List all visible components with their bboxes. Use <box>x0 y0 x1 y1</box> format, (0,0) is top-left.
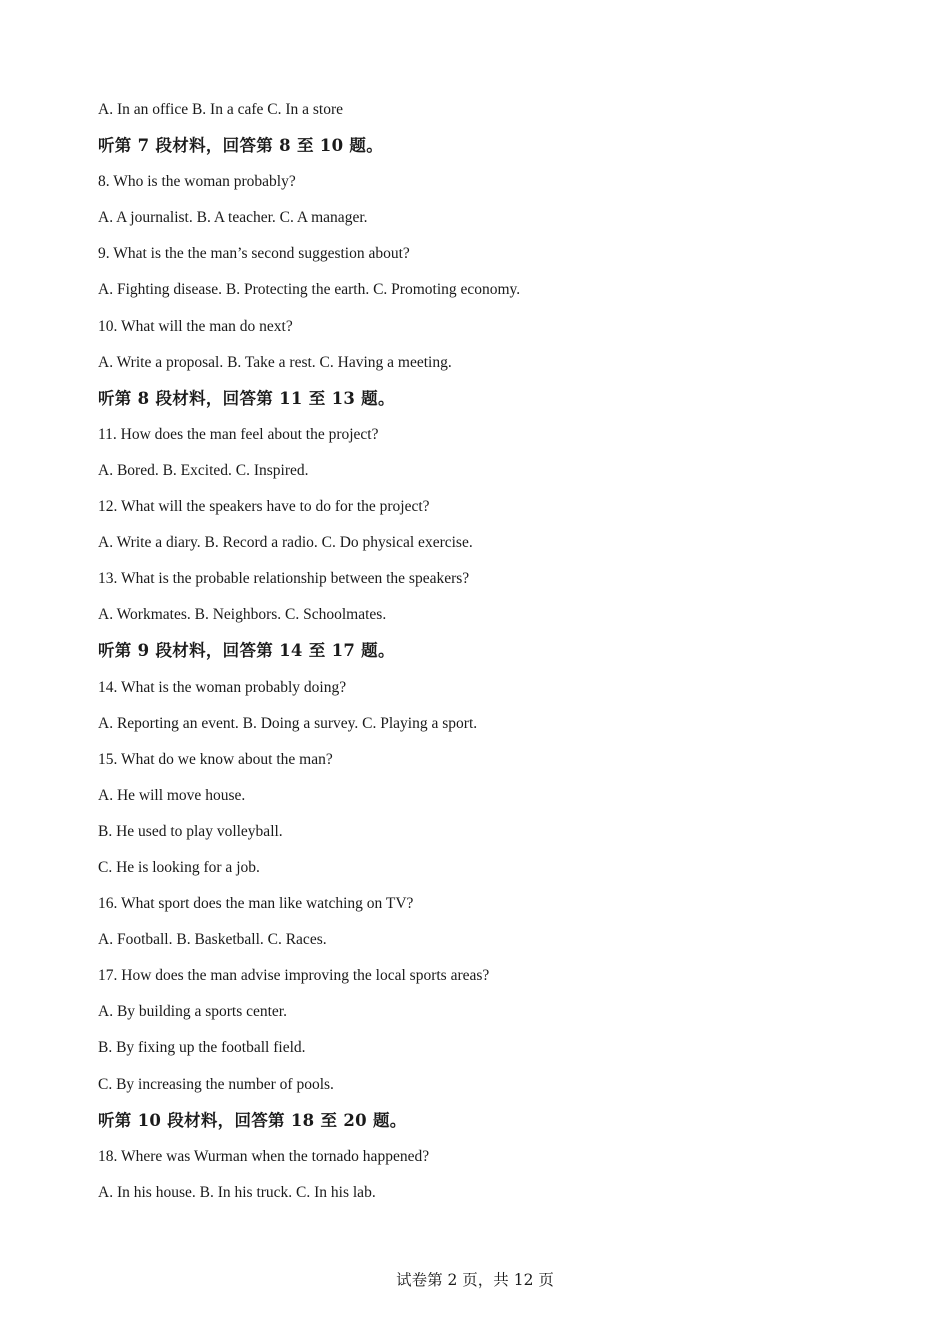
section-heading: 听第 8 段材料，回答第 11 至 13 题。 <box>98 388 395 408</box>
answer-options: A. Write a proposal. B. Take a rest. C. Having a meeting. <box>98 353 452 371</box>
section-heading: 听第 10 段材料，回答第 18 至 20 题。 <box>98 1110 407 1130</box>
answer-options: A. In an office B. In a cafe C. In a store <box>98 101 344 118</box>
answer-options: A. Bored. B. Excited. C. Inspired. <box>98 461 309 479</box>
answer-options: A. By building a sports center. <box>98 1003 287 1021</box>
answer-options: A. He will move house. <box>98 786 246 804</box>
answer-options: A. Fighting disease. B. Protecting the earth. C. Promoting economy. <box>98 281 521 299</box>
question-text: 9. What is the the man’s second suggestion about? <box>98 245 410 263</box>
question-text: 14. What is the woman probably doing? <box>98 678 347 696</box>
question-text: 13. What is the probable relationship between the speakers? <box>98 570 470 588</box>
answer-options: A. Write a diary. B. Record a radio. C. Do physical exercise. <box>98 534 473 552</box>
answer-options: B. He used to play volleyball. <box>98 822 283 840</box>
answer-options: A. Reporting an event. B. Doing a survey. C. Playing a sport. <box>98 714 478 732</box>
answer-options: B. By fixing up the football field. <box>98 1039 306 1057</box>
answer-options: A. Football. B. Basketball. C. Races. <box>98 931 327 949</box>
question-text: 16. What sport does the man like watching on TV? <box>98 895 414 913</box>
question-text: 18. Where was Wurman when the tornado happened? <box>98 1147 430 1165</box>
answer-options: C. He is looking for a job. <box>98 858 260 876</box>
page-footer: 试卷第 2 页，共 12 页 <box>396 1271 554 1289</box>
section-heading: 听第 9 段材料，回答第 14 至 17 题。 <box>98 641 395 661</box>
answer-options: A. Workmates. B. Neighbors. C. Schoolmates. <box>98 606 387 624</box>
question-text: 11. How does the man feel about the project? <box>98 425 379 443</box>
question-text: 15. What do we know about the man? <box>98 750 333 768</box>
page-content <box>98 100 878 1219</box>
answer-options: C. By increasing the number of pools. <box>98 1075 334 1093</box>
section-heading: 听第 7 段材料，回答第 8 至 10 题。 <box>98 136 383 156</box>
question-text: 17. How does the man advise improving the local sports areas? <box>98 967 490 985</box>
question-text: 10. What will the man do next? <box>98 317 293 335</box>
question-text: 8. Who is the woman probably? <box>98 173 296 191</box>
answer-options: A. In his house. B. In his truck. C. In his lab. <box>98 1183 376 1201</box>
answer-options: A. A journalist. B. A teacher. C. A manager. <box>98 209 368 227</box>
question-text: 12. What will the speakers have to do for the project? <box>98 498 430 516</box>
